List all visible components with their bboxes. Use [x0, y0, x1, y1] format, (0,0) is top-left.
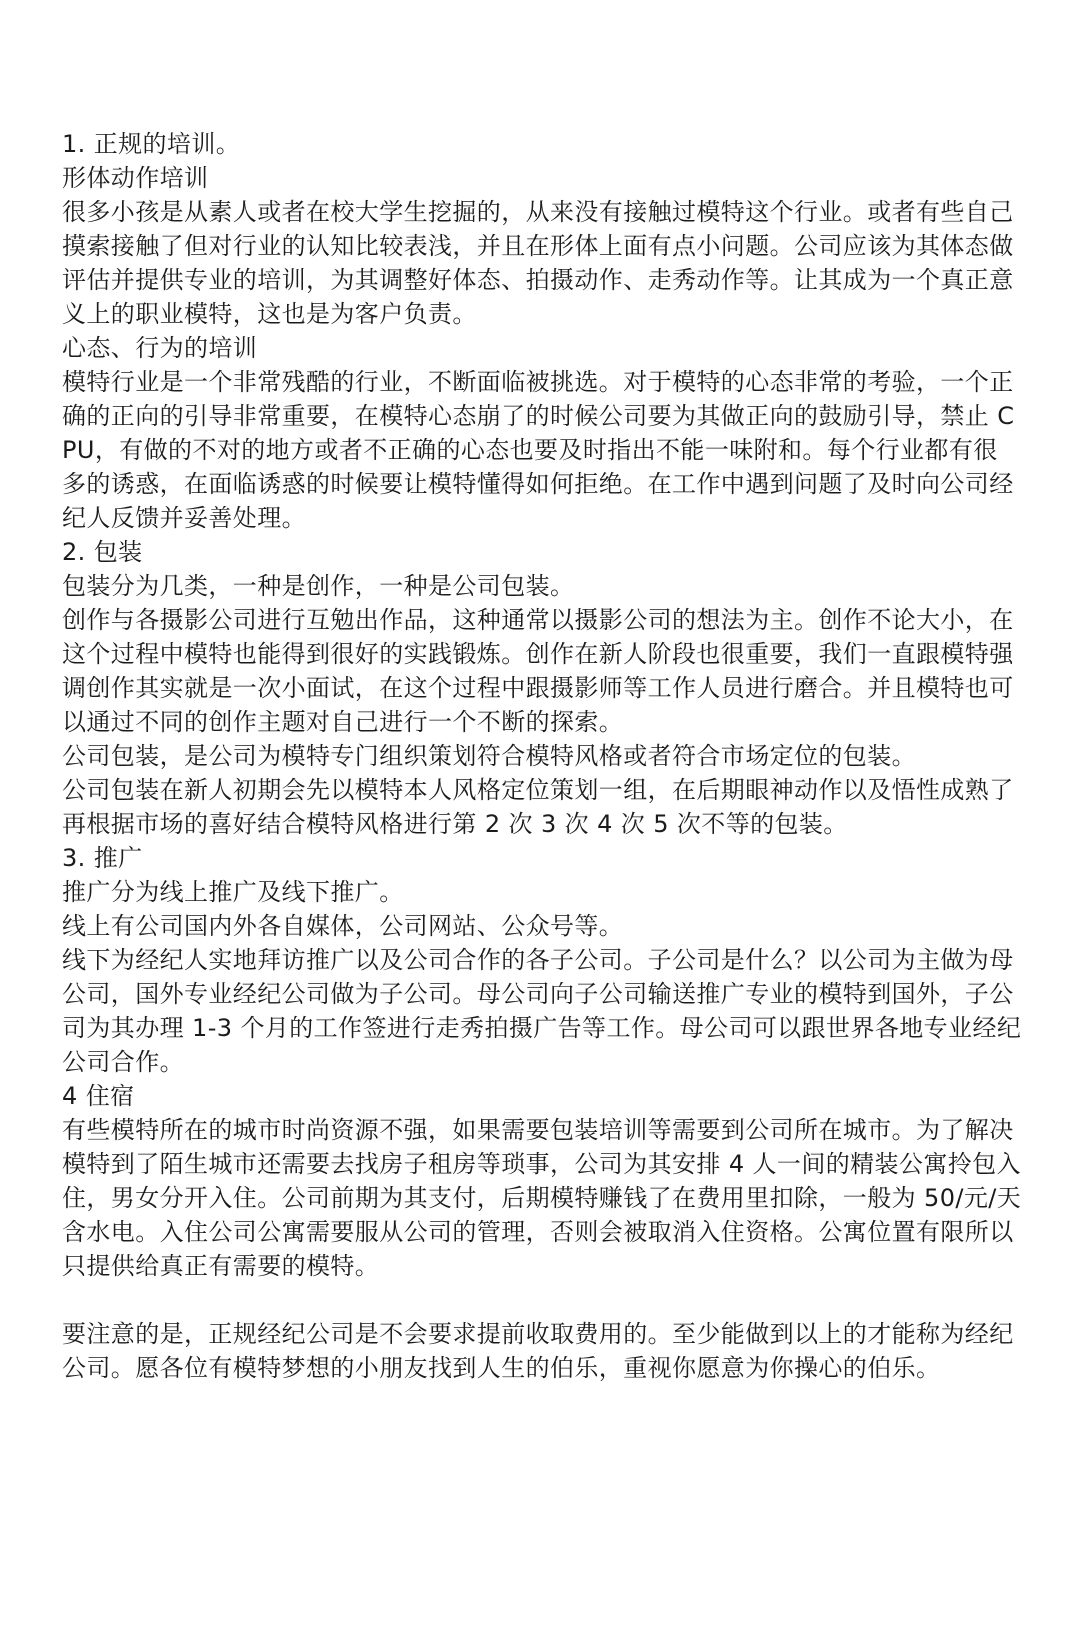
section-2-paragraph-1: 包装分为几类，一种是创作，一种是公司包装。 [62, 572, 575, 600]
section-1-subheading-mindset-training: 心态、行为的培训 [62, 334, 258, 362]
section-3-paragraph-1: 推广分为线上推广及线下推广。 [62, 878, 404, 906]
section-3-heading: 3. 推广 [62, 844, 143, 872]
section-1-subheading-body-training: 形体动作培训 [62, 164, 209, 192]
document-body [62, 127, 1022, 1385]
section-1-heading: 1. 正规的培训。 [62, 130, 241, 158]
section-4-paragraph-1: 有些模特所在的城市时尚资源不强，如果需要包装培训等需要到公司所在城市。为了解决模特到了陌生城市还需要去找房子租房等琐事，公司为其安排 4 人一间的精装公寓拎包入住，男女分开入住。公司前期为其支付，后期模特赚钱了在费用里扣除，一般为 50/元/天含水电。入住公司公寓需要服从公司的管理，否则会被取消入住资格。公寓位置有限所以只提供给真正有需要的模特。 [62, 1116, 1022, 1280]
section-2-heading: 2. 包装 [62, 538, 143, 566]
section-3-paragraph-2: 线上有公司国内外各自媒体，公司网站、公众号等。 [62, 912, 624, 940]
section-2-paragraph-4: 公司包装在新人初期会先以模特本人风格定位策划一组，在后期眼神动作以及悟性成熟了再根据市场的喜好结合模特风格进行第 2 次 3 次 4 次 5 次不等的包装。 [62, 776, 1014, 838]
section-2-paragraph-2: 创作与各摄影公司进行互勉出作品，这种通常以摄影公司的想法为主。创作不论大小，在这个过程中模特也能得到很好的实践锻炼。创作在新人阶段也很重要，我们一直跟模特强调创作其实就是一次小面试，在这个过程中跟摄影师等工作人员进行磨合。并且模特也可以通过不同的创作主题对自己进行一个不断的探索。 [62, 606, 1014, 736]
section-3-paragraph-3: 线下为经纪人实地拜访推广以及公司合作的各子公司。子公司是什么？以公司为主做为母公司，国外专业经纪公司做为子公司。母公司向子公司输送推广专业的模特到国外，子公司为其办理 1-3 个月的工作签进行走秀拍摄广告等工作。母公司可以跟世界各地专业经纪公司合作。 [62, 946, 1022, 1076]
paragraph-spacer [62, 1283, 1022, 1317]
section-4-heading: 4 住宿 [62, 1082, 135, 1110]
section-1-paragraph-body-training: 很多小孩是从素人或者在校大学生挖掘的，从来没有接触过模特这个行业。或者有些自己摸索接触了但对行业的认知比较表浅，并且在形体上面有点小问题。公司应该为其体态做评估并提供专业的培训，为其调整好体态、拍摄动作、走秀动作等。让其成为一个真正意义上的职业模特，这也是为客户负责。 [62, 198, 1014, 328]
closing-paragraph: 要注意的是，正规经纪公司是不会要求提前收取费用的。至少能做到以上的才能称为经纪公司。愿各位有模特梦想的小朋友找到人生的伯乐，重视你愿意为你操心的伯乐。 [62, 1320, 1014, 1382]
section-2-paragraph-3: 公司包装，是公司为模特专门组织策划符合模特风格或者符合市场定位的包装。 [62, 742, 916, 770]
section-1-paragraph-mindset-training: 模特行业是一个非常残酷的行业，不断面临被挑选。对于模特的心态非常的考验，一个正确的正向的引导非常重要，在模特心态崩了的时候公司要为其做正向的鼓励引导，禁止 CPU，有做的不对的地方或者不正确的心态也要及时指出不能一味附和。每个行业都有很多的诱惑，在面临诱惑的时候要让模特懂得如何拒绝。在工作中遇到问题了及时向公司经纪人反馈并妥善处理。 [62, 368, 1015, 532]
